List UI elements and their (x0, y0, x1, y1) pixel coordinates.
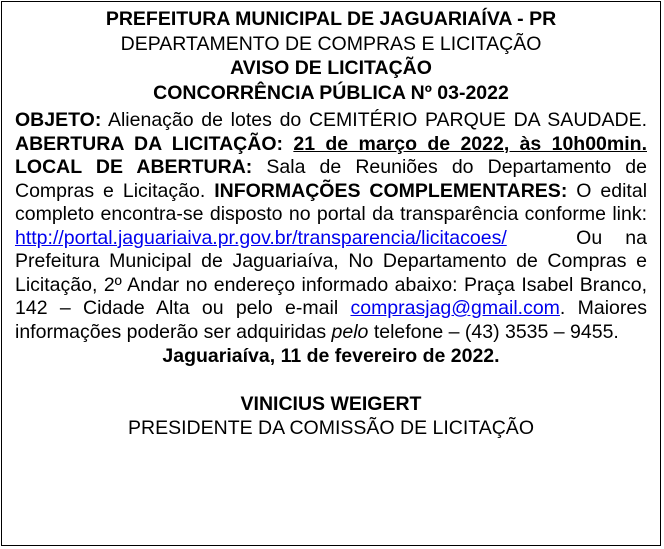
additional-info-label: INFORMAÇÕES COMPLEMENTARES: (214, 179, 568, 202)
bidding-modality: CONCORRÊNCIA PÚBLICA Nº 03-2022 (153, 81, 509, 104)
phone-text: telefone – (43) 3535 – 9455. (373, 320, 619, 343)
department-title: DEPARTAMENTO DE COMPRAS E LICITAÇÃO (120, 32, 542, 55)
opening-label: ABERTURA DA LICITAÇÃO: (15, 132, 284, 155)
more-info-text: . Maiores informações poderão ser adquiridas (15, 297, 647, 343)
address-text: Ou na Prefeitura Municipal de Jaguariaíva, No Departamento de Compras e Licitação, 2º Andar no endereço informado abaixo: Praça Isabel Branco, 142 – Cidade Alta ou pelo e-mail (15, 226, 647, 319)
notice-type: AVISO DE LICITAÇÃO (230, 57, 432, 79)
pelo-text: pelo (331, 320, 369, 343)
email-link[interactable]: comprasjag@gmail.com (350, 297, 560, 319)
municipality-title: PREFEITURA MUNICIPAL DE JAGUARIAÍVA - PR (105, 8, 557, 30)
transparency-portal-link[interactable]: http://portal.jaguariaiva.pr.gov.br/transparencia/licitacoes/ (15, 226, 507, 249)
location-text: Sala de Reuniões do Departamento de Compras e Licitação. (15, 156, 647, 202)
bidding-notice (1, 1, 661, 546)
signer-name: VINICIUS WEIGERT (240, 393, 422, 415)
signer-role: PRESIDENTE DA COMISSÃO DE LICITAÇÃO (128, 417, 534, 439)
date-place: Jaguariaíva, 11 de fevereiro de 2022. (162, 345, 500, 367)
additional-info-text: O edital completo encontra-se disposto no portal da transparência conforme link: (15, 179, 648, 225)
object-text: Alienação de lotes do CEMITÉRIO PARQUE DA SAUDADE. (107, 109, 647, 131)
notice-header (2, 7, 660, 105)
location-label: LOCAL DE ABERTURA: (15, 156, 253, 178)
object-label: OBJETO: (15, 109, 102, 131)
opening-date: 21 de março de 2022, às 10h00min. (293, 132, 647, 155)
notice-body (15, 109, 647, 344)
